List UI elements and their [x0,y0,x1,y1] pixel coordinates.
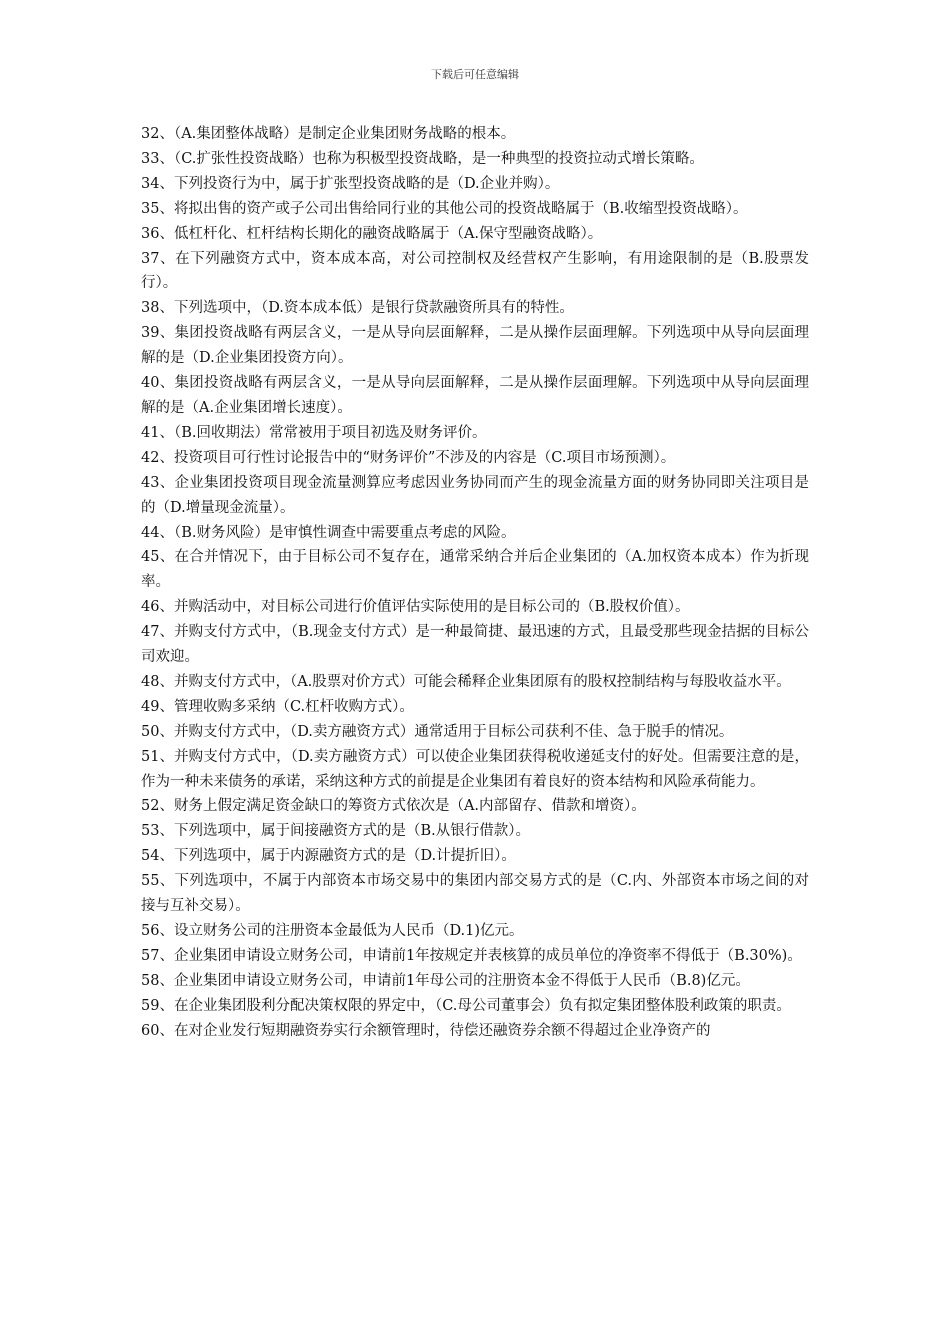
question-item: 51、并购支付方式中，（D.卖方融资方式）可以使企业集团获得税收递延支付的好处。但需要注意的是，作为一种未来债务的承诺，采纳这种方式的前提是企业集团有着良好的资本结构和风险承荷能力。 [141,748,809,790]
question-item: 39、集团投资战略有两层含义，一是从导向层面解释，二是从操作层面理解。下列选项中从导向层面理解的是（D.企业集团投资方向）。 [141,325,809,367]
question-list [141,122,809,1044]
question-item: 54、下列选项中，属于内源融资方式的是（D.计提折旧）。 [141,848,516,865]
question-item: 35、将拟出售的资产或子公司出售给同行业的其他公司的投资战略属于（B.收缩型投资战略）。 [141,200,748,217]
question-item: 34、下列投资行为中，属于扩张型投资战略的是（D.企业并购）。 [141,175,560,192]
question-item: 46、并购活动中，对目标公司进行价值评估实际使用的是目标公司的（B.股权价值）。 [141,599,690,616]
question-item: 36、低杠杆化、杠杆结构长期化的融资战略属于（A.保守型融资战略）。 [141,225,603,242]
question-item: 47、并购支付方式中，（B.现金支付方式）是一种最简捷、最迅速的方式，且最受那些现金拮据的目标公司欢迎。 [141,624,809,666]
question-item: 53、下列选项中，属于间接融资方式的是（B.从银行借款）。 [141,823,530,840]
question-item: 37、在下列融资方式中，资本成本高，对公司控制权及经营权产生影响，有用途限制的是（B.股票发行）。 [141,250,809,292]
question-item: 33、（C.扩张性投资战略）也称为积极型投资战略，是一种典型的投资拉动式增长策略。 [141,150,704,167]
question-item: 60、在对企业发行短期融资券实行余额管理时，待偿还融资券余额不得超过企业净资产的 [141,1022,711,1039]
question-item: 55、下列选项中，不属于内部资本市场交易中的集团内部交易方式的是（C.内、外部资本市场之间的对接与互补交易）。 [141,873,809,915]
question-item: 48、并购支付方式中，（A.股票对价方式）可能会稀释企业集团原有的股权控制结构与每股收益水平。 [141,673,791,690]
question-item: 42、投资项目可行性讨论报告中的“财务评价”不涉及的内容是（C.项目市场预测）。 [141,449,676,466]
question-item: 45、在合并情况下，由于目标公司不复存在，通常采纳合并后企业集团的（A.加权资本成本）作为折现率。 [141,549,809,591]
question-item: 43、企业集团投资项目现金流量测算应考虑因业务协同而产生的现金流量方面的财务协同即关注项目是的（D.增量现金流量）。 [141,474,809,516]
question-item: 50、并购支付方式中，（D.卖方融资方式）通常适用于目标公司获利不佳、急于脱手的情况。 [141,723,734,740]
question-item: 44、（B.财务风险）是审慎性调查中需要重点考虑的风险。 [141,524,516,541]
question-item: 40、集团投资战略有两层含义，一是从导向层面解释，二是从操作层面理解。下列选项中从导向层面理解的是（A.企业集团增长速度）。 [141,375,809,416]
question-item: 57、企业集团申请设立财务公司，申请前1年按规定并表核算的成员单位的净资率不得低于（B.30%)。 [141,947,802,964]
page-header: 下载后可任意编辑 [431,68,519,81]
question-item: 52、财务上假定满足资金缺口的筹资方式依次是（A.内部留存、借款和增资）。 [141,798,646,815]
question-item: 58、企业集团申请设立财务公司，申请前1年母公司的注册资本金不得低于人民币（B.8)亿元。 [141,972,750,989]
question-item: 38、下列选项中，（D.资本成本低）是银行贷款融资所具有的特性。 [141,300,574,317]
question-item: 56、设立财务公司的注册资本金最低为人民币（D.1)亿元。 [141,923,524,939]
question-item: 59、在企业集团股利分配决策权限的界定中，（C.母公司董事会）负有拟定集团整体股利政策的职责。 [141,997,791,1014]
question-item: 32、（A.集团整体战略）是制定企业集团财务战略的根本。 [141,126,516,142]
question-item: 41、（B.回收期法）常常被用于项目初选及财务评价。 [141,424,487,441]
question-item: 49、管理收购多采纳（C.杠杆收购方式）。 [141,698,414,715]
